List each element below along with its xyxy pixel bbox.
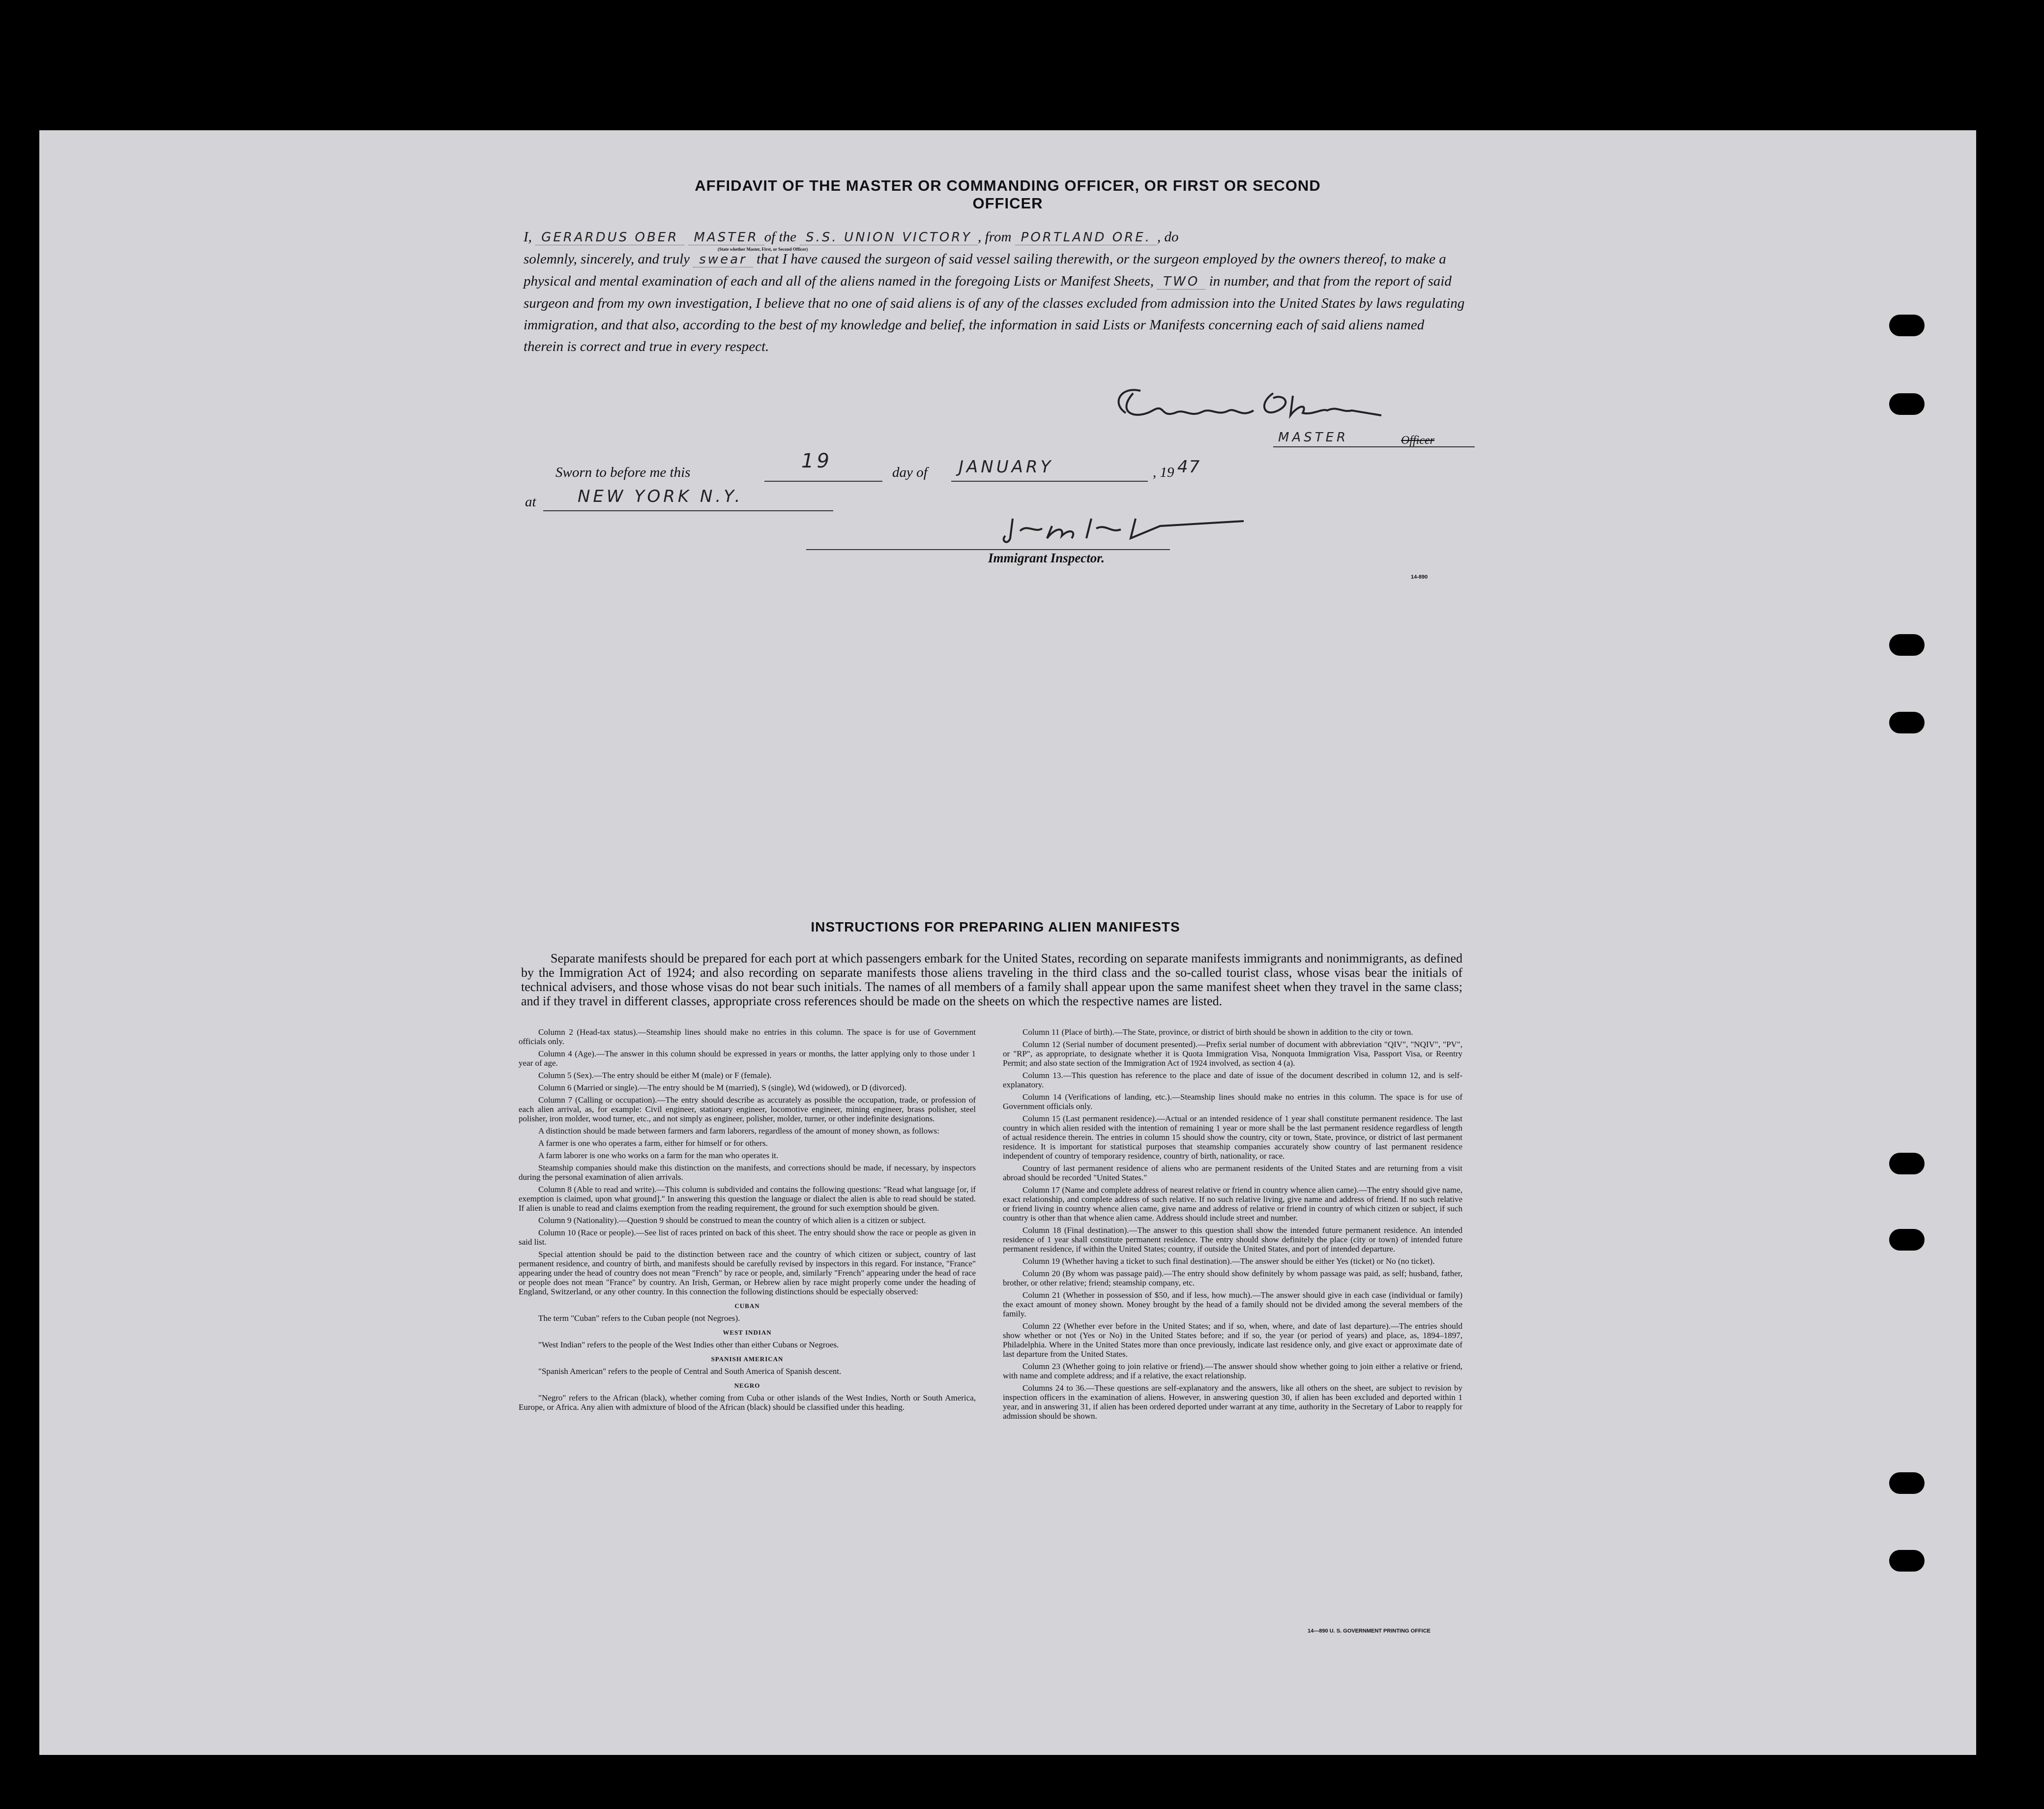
- inspector-label: Immigrant Inspector.: [988, 551, 1105, 565]
- master-title-written: MASTER: [1278, 430, 1349, 445]
- cuban-heading: CUBAN: [734, 1302, 760, 1310]
- instruction-paragraph: Column 6 (Married or single).—The entry should be M (married), S (single), Wd (widowed), or D (divorced).: [538, 1083, 906, 1092]
- day-of-label: day of: [892, 465, 928, 480]
- rank-hint: (State whether Master, First, or Second Officer): [718, 247, 808, 252]
- printing-office-footer: 14—890 U. S. GOVERNMENT PRINTING OFFICE: [1308, 1628, 1431, 1634]
- oath-word: swear: [693, 252, 753, 267]
- instruction-paragraph: Column 23 (Whether going to join relative or friend).—The answer should show whether going to join either a relative or friend, with name and complete address; and if a relative, the exact relationship.: [1003, 1362, 1462, 1380]
- instruction-paragraph: Columns 24 to 36.—These questions are self-explanatory and the answers, like all others on the sheet, are subject to revision by inspection officers in the examination of aliens. However, in answering question 30, if alien has been excluded and deported within 1 year, and in answering 31, if alien has been ordered deported under warrant at any time, authority in the Secretary of Labor to reapply for admission should be shown.: [1003, 1383, 1462, 1421]
- spanish-american-heading: SPANISH AMERICAN: [711, 1355, 784, 1363]
- instructions-intro: Separate manifests should be prepared for each port at which passengers embark for the United States, recording on separate manifests immigrants and nonimmigrants, as defined by the Immigration Act of 1924; and also recording on separate manifests those aliens traveling in the third class and the so-called tourist class, whose visas bear the initials of technical advisers, and those whose visas do not bear such initials. The names of all members of a family shall appear upon the same manifest sheet when they travel in the same class; and if they travel in different classes, appropriate cross references should be made on the sheets on which the respective names are listed.: [521, 951, 1462, 1008]
- departure-port: PORTLAND ORE.: [1015, 230, 1157, 245]
- signature-line: [1273, 446, 1475, 447]
- sworn-month: JANUARY: [959, 457, 1054, 477]
- instructions-title: INSTRUCTIONS FOR PREPARING ALIEN MANIFESTS: [811, 919, 1180, 934]
- instruction-paragraph: Column 12 (Serial number of document presented).—Prefix serial number of document with abbreviation "QIV", "NQIV", "PV", or "RP", as appropriate, to designate whether it is Quota Immigration Visa, Nonquota Immigration Visa, Passport Visa, or Reentry Permit; and also state section of the Immigration Act of 1924 involved, as section 4 (a).: [1003, 1040, 1462, 1068]
- binder-hole: [1889, 1550, 1925, 1572]
- instruction-paragraph: Column 9 (Nationality).—Question 9 should be construed to mean the country of which alien is a citizen or subject.: [538, 1216, 926, 1225]
- instruction-paragraph: Column 17 (Name and complete address of nearest relative or friend in country whence alien came).—The entry should give name, exact relationship, and complete address of such relative. If no such relative living, give name and address of friend. If no such relative or friend living in country whence alien came, give name and address of relative or friend in country of which citizen or subject, if such country is other than that whence alien came. Address should include street and number.: [1003, 1185, 1462, 1223]
- master-name: GERARDUS OBER: [535, 230, 684, 245]
- instruction-paragraph: Steamship companies should make this distinction on the manifests, and corrections should be made, if necessary, by inspectors during the personal examination of alien arrivals.: [519, 1163, 976, 1182]
- instruction-paragraph: Column 20 (By whom was passage paid).—The entry should show definitely by whom passage was paid, as self; husband, father, brother, or other relative; friend; steamship company, etc.: [1003, 1269, 1462, 1287]
- instruction-paragraph: Column 14 (Verifications of landing, etc.).—Steamship lines should make no entries in this column. The space is for use of Government officials only.: [1003, 1092, 1462, 1111]
- day-line: [764, 481, 882, 482]
- instruction-paragraph: Column 21 (Whether in possession of $50, and if less, how much).—The answer should give in each case (individual or family) the exact amount of money shown. Money brought by the head of a family should not be divided among the several members of the family.: [1003, 1290, 1462, 1318]
- instruction-paragraph: A distinction should be made between farmers and farm laborers, regardless of the amount of money shown, as follows:: [538, 1126, 939, 1136]
- instruction-paragraph: Column 18 (Final destination).—The answer to this question shall show the intended future permanent residence. An intended residence of 1 year shall constitute permanent residence. The entry should show definitely the place (city or town) of intended future permanent residence, if within the United States; country, if outside the United States, and port of intended departure.: [1003, 1225, 1462, 1254]
- instruction-paragraph: A farmer is one who operates a farm, either for himself or for others.: [538, 1138, 768, 1148]
- instruction-paragraph: Column 19 (Whether having a ticket to such final destination).—The answer should be either Yes (ticket) or No (no ticket).: [1022, 1256, 1435, 1266]
- spanish-american-definition: "Spanish American" refers to the people of Central and South America of Spanish descent.: [538, 1367, 842, 1376]
- west-indian-heading: WEST INDIAN: [723, 1329, 772, 1336]
- instruction-paragraph: Country of last permanent residence of aliens who are permanent residents of the United States and are returning from a visit abroad should be recorded "United States.": [1003, 1164, 1462, 1182]
- binder-hole: [1889, 1153, 1925, 1174]
- instruction-paragraph: Column 13.—This question has reference to the place and date of issue of the document described in column 12, and is self-explanatory.: [1003, 1071, 1462, 1089]
- instruction-paragraph: Column 22 (Whether ever before in the United States; and if so, when, where, and date of last departure).—The entries should show whether or not (Yes or No) in the United States before; and if so, the year (or period of years) and place, as, 1894–1897, Philadelphia. Where in the United States more than once previously, indicate last residence only, and give exact or approximate date of last departure from the United States.: [1003, 1321, 1462, 1359]
- sheet-count: TWO: [1157, 274, 1205, 290]
- at-label: at: [525, 494, 536, 510]
- instruction-paragraph: Column 4 (Age).—The answer in this column should be expressed in years or months, the latter applying only to those under 1 year of age.: [519, 1049, 976, 1068]
- binder-hole: [1889, 393, 1925, 415]
- inspector-signature: [998, 509, 1254, 548]
- instruction-paragraph: Column 11 (Place of birth).—The State, province, or district of birth should be shown in addition to the city or town.: [1022, 1027, 1413, 1037]
- officer-printed: Officer: [1401, 434, 1434, 447]
- cuban-definition: The term "Cuban" refers to the Cuban people (not Negroes).: [538, 1313, 740, 1323]
- affidavit-form-code: 14-890: [1411, 574, 1428, 580]
- vessel-name: S.S. UNION VICTORY: [800, 230, 978, 245]
- month-line: [951, 481, 1148, 482]
- instruction-paragraph: Special attention should be paid to the distinction between race and the country of which citizen or subject, country of last permanent residence, and country of birth, and manifests should be carefully revised by inspectors in this regard. For instance, "France" appearing under the head of country does not mean "French" by race or people, and, similarly "French" appearing under the head of race or people does not mean "France" by country. An Irish, German, or Hebrew alien by race might properly come under the heading of England, Switzerland, or any other country. In this connection the following distinctions should be especially observed:: [519, 1250, 976, 1296]
- west-indian-definition: "West Indian" refers to the people of the West Indies other than either Cubans or Negroes.: [538, 1340, 839, 1349]
- instruction-paragraph: Column 7 (Calling or occupation).—The entry should describe as accurately as possible the occupation, trade, or profession of each alien arrival, as, for example: Civil engineer, stationary engineer, locomotive engineer, mining engineer, brass polisher, steel polisher, iron molder, wood turner, etc., and not simply as engineer, polisher, molder, turner, or other indefinite designations.: [519, 1095, 976, 1123]
- affidavit-text: I, GERARDUS OBER MASTER of the S.S. UNION VICTORY , from PORTLAND ORE. , do solemnly, sincerely, and truly swear that I have caused the surgeon of said vessel sailing therewith, or the surgeon employed by the owners thereof, to make a physical and mental examination of each and all of the aliens named in the foregoing Lists or Manifest Sheets, TWO in number, and that from the report of said surgeon and from my own investigation, I believe that no one of said aliens is of any of the classes excluded from admission into the United States by laws regulating immigration, and that also, according to the best of my knowledge and belief, the information in said Lists or Manifests concerning each of said aliens named therein is correct and true in every respect.: [524, 229, 1465, 354]
- place-line: [543, 510, 833, 511]
- instruction-paragraph: Column 15 (Last permanent residence).—Actual or an intended residence of 1 year shall constitute permanent residence. The last country in which alien resided with the intention of remaining 1 year or more shall be the last permanent residence regardless of length of actual residence therein. The entries in column 15 should show the country, city or town, State, province, or district of last permanent residence. It is important for statistical purposes that steamship companies accurately show country of last permanent residence independent of country of temporary residence, country of birth, nationality, or race.: [1003, 1114, 1462, 1161]
- affidavit-title: AFFIDAVIT OF THE MASTER OR COMMANDING OFFICER, OR FIRST OR SECOND OFFICER: [695, 177, 1321, 212]
- instruction-paragraph: A farm laborer is one who works on a farm for the man who operates it.: [538, 1151, 779, 1160]
- manifest-sheet: [39, 130, 1976, 1755]
- master-rank: MASTER: [688, 230, 764, 245]
- instruction-paragraph: Column 8 (Able to read and write).—This column is subdivided and contains the following questions: "Read what language [or, if exemption is claimed, upon what ground]." In answering this question the language or dialect the alien is able to read should be stated. If alien is unable to read and claims exemption from the reading requirement, the ground for such exemption should be given.: [519, 1185, 976, 1213]
- instruction-paragraph: Column 5 (Sex).—The entry should be either M (male) or F (female).: [538, 1071, 772, 1080]
- year-prefix: , 19: [1153, 465, 1174, 480]
- instruction-paragraph: Column 2 (Head-tax status).—Steamship lines should make no entries in this column. The space is for use of Government officials only.: [519, 1027, 976, 1046]
- sworn-year: 47: [1177, 457, 1201, 477]
- inspector-line: [806, 549, 1170, 550]
- negro-definition: "Negro" refers to the African (black), whether coming from Cuba or other islands of the West Indies, North or South America, Europe, or Africa. Any alien with admixture of blood of the African (black) should be classified under this heading.: [519, 1393, 976, 1412]
- binder-hole: [1889, 1472, 1925, 1494]
- negro-heading: NEGRO: [734, 1382, 760, 1389]
- instructions-left-column: [519, 1027, 976, 1415]
- sworn-day: 19: [801, 450, 832, 472]
- binder-hole: [1889, 634, 1925, 656]
- binder-hole: [1889, 315, 1925, 336]
- binder-hole: [1889, 712, 1925, 733]
- sworn-place: NEW YORK N.Y.: [578, 487, 743, 506]
- sworn-label: Sworn to before me this: [555, 465, 691, 480]
- binder-hole: [1889, 1229, 1925, 1251]
- instructions-right-column: [1003, 1027, 1462, 1424]
- instruction-paragraph: Column 10 (Race or people).—See list of races printed on back of this sheet. The entry should show the race or people as given in said list.: [519, 1228, 976, 1247]
- master-signature: [1106, 383, 1411, 428]
